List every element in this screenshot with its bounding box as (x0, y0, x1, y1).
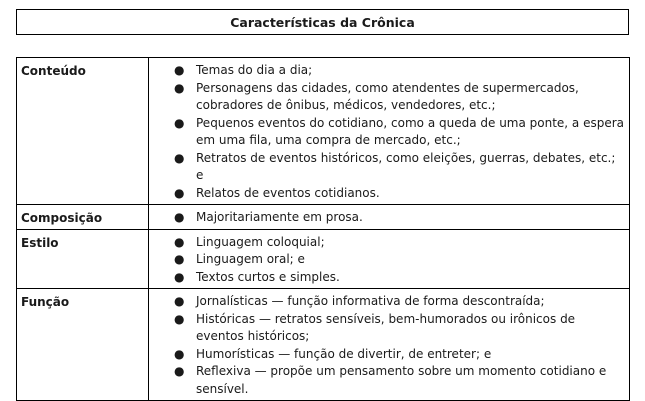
row-label-funcao: Função (17, 289, 149, 401)
table-row-conteudo (17, 58, 630, 205)
bullet-list (149, 234, 625, 287)
list-item: ● Majoritariamente em prosa. (149, 209, 625, 227)
bullet-icon: ● (174, 252, 185, 266)
bullet-icon: ● (174, 234, 185, 249)
row-content-composicao (149, 205, 630, 230)
bullet-icon: ● (174, 80, 185, 95)
row-content-estilo (149, 229, 630, 289)
list-item: ● Humorísticas — função de divertir, de entreter; e (149, 346, 625, 364)
list-item: ● Reflexiva — propõe um pensamento sobre um momento cotidiano e sensível. (174, 364, 607, 396)
row-content-conteudo (149, 58, 630, 205)
list-item: ● Personagens das cidades, como atendentes de supermercados, cobradores de ônibus, médicos, vendedores, etc.; (174, 80, 579, 112)
row-label-conteudo: Conteúdo (17, 58, 149, 205)
characteristics-table (16, 57, 630, 401)
list-item: ● Linguagem oral; e (149, 251, 625, 269)
list-item: ● Históricas — retratos sensíveis, bem-humorados ou irônicos de eventos históricos; (174, 311, 576, 343)
list-item: ● Linguagem coloquial; (149, 234, 625, 252)
table-row-funcao (17, 289, 630, 401)
list-item: ● Temas do dia a dia; (149, 62, 625, 80)
bullet-list (149, 293, 625, 398)
bullet-icon: ● (174, 150, 185, 165)
bullet-icon: ● (174, 210, 185, 224)
list-item: ● Pequenos eventos do cotidiano, como a queda de uma ponte, a espera em uma fila, uma compra de mercado, etc.; (174, 115, 625, 147)
table-row-estilo (17, 229, 630, 289)
bullet-icon: ● (174, 185, 185, 200)
bullet-icon: ● (174, 311, 185, 326)
table-row-composicao (17, 205, 630, 230)
bullet-icon: ● (174, 63, 185, 77)
table-title (16, 9, 629, 35)
list-item: ● Relatos de eventos cotidianos. (149, 185, 625, 203)
bullet-list (149, 209, 625, 227)
list-item: ● Textos curtos e simples. (149, 269, 625, 287)
bullet-icon: ● (174, 269, 185, 284)
bullet-icon: ● (174, 115, 185, 130)
list-item: ● Retratos de eventos históricos, como eleições, guerras, debates, etc.; e (174, 150, 616, 182)
row-label-composicao: Composição (17, 205, 149, 230)
bullet-icon: ● (174, 294, 185, 308)
bullet-icon: ● (174, 364, 185, 378)
bullet-icon: ● (174, 346, 185, 361)
row-content-funcao (149, 289, 630, 401)
bullet-list (149, 62, 625, 202)
row-label-estilo: Estilo (17, 229, 149, 289)
list-item: ● Jornalísticas — função informativa de forma descontraída; (149, 293, 625, 311)
table-title-text: Características da Crônica (230, 14, 415, 30)
